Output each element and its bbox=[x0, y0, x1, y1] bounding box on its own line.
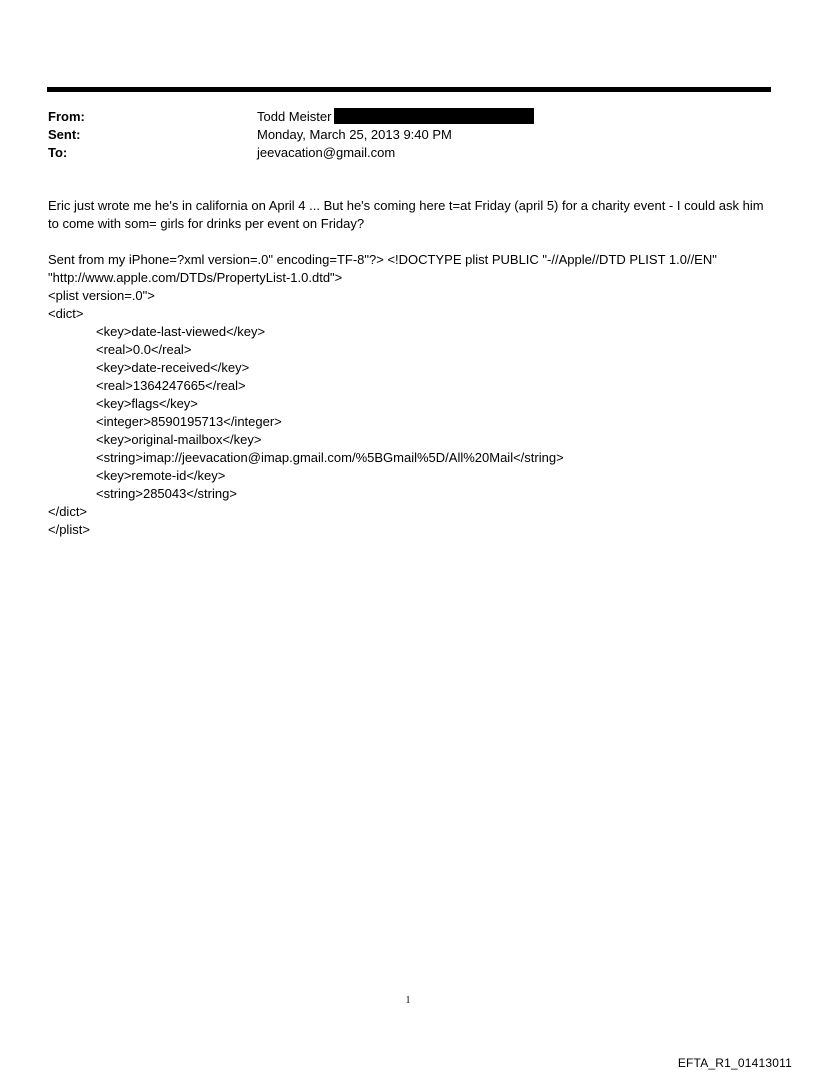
plist-line: <string>285043</string> bbox=[96, 486, 237, 501]
sent-value: Monday, March 25, 2013 9:40 PM bbox=[257, 127, 452, 142]
from-label: From: bbox=[48, 109, 85, 124]
signature-line: Sent from my iPhone=?xml version=.0" encoding=TF-8"?> <!DOCTYPE plist PUBLIC "-//Apple//DTD PLIST 1.0//EN" "http://www.apple.com/DTDs/PropertyList-1.0.dtd"> bbox=[48, 252, 717, 285]
redaction-block bbox=[334, 108, 534, 124]
plist-close: </plist> bbox=[48, 522, 90, 537]
to-label: To: bbox=[48, 145, 68, 160]
email-header bbox=[48, 108, 768, 162]
sender-name: Todd Meister bbox=[257, 109, 332, 124]
plist-line: <key>remote-id</key> bbox=[96, 468, 226, 483]
sent-label: Sent: bbox=[48, 127, 81, 142]
document-id: EFTA_R1_01413011 bbox=[677, 1056, 792, 1070]
dict-open: <dict> bbox=[48, 306, 84, 321]
plist-open: <plist version=.0"> bbox=[48, 288, 155, 303]
plist-line: <real>1364247665</real> bbox=[96, 378, 246, 393]
page-number: 1 bbox=[405, 995, 411, 1006]
plist-line: <key>flags</key> bbox=[96, 396, 198, 411]
plist-line: <key>original-mailbox</key> bbox=[96, 432, 262, 447]
to-row bbox=[48, 144, 768, 162]
plist-line: <key>date-last-viewed</key> bbox=[96, 324, 266, 339]
plist-line: <integer>8590195713</integer> bbox=[96, 414, 282, 429]
email-body bbox=[48, 197, 778, 539]
plist-line: <real>0.0</real> bbox=[96, 342, 192, 357]
to-value: jeevacation@gmail.com bbox=[257, 145, 396, 160]
message-paragraph: Eric just wrote me he's in california on April 4 ... But he's coming here t=at Friday (april 5) for a charity event - I could ask him to come with som= girls for drinks per event on Friday? bbox=[48, 198, 764, 231]
plist-line: <key>date-received</key> bbox=[96, 360, 250, 375]
from-value bbox=[257, 108, 534, 126]
from-row bbox=[48, 108, 768, 126]
sent-row bbox=[48, 126, 768, 144]
dict-close: </dict> bbox=[48, 504, 88, 519]
header-divider bbox=[47, 87, 771, 92]
plist-line: <string>imap://jeevacation@imap.gmail.com/%5BGmail%5D/All%20Mail</string> bbox=[96, 450, 564, 465]
